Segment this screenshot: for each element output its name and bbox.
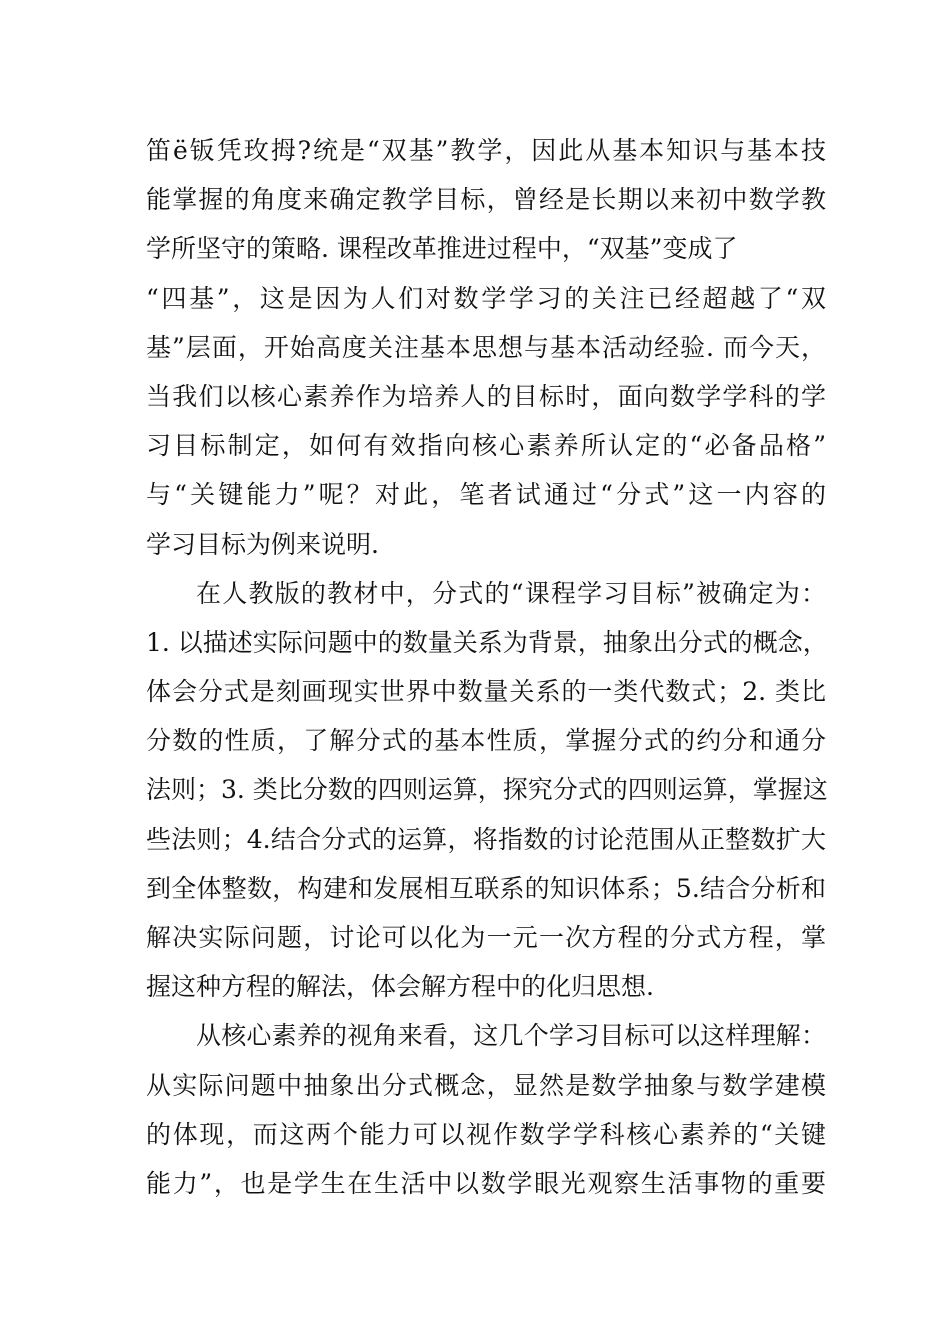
paragraph-line: 解决实际问题，讨论可以化为一元一次方程的分式方程，掌 [146,923,826,952]
paragraph-line: 1. 以描述实际问题中的数量关系为背景，抽象出分式的概念， [146,627,828,657]
paragraph-line: 与“关键能力”呢？对此，笔者试通过“分式”这一内容的 [146,480,826,510]
paragraph-line: 分数的性质，了解分式的基本性质，掌握分式的约分和通分 [146,726,826,756]
paragraph-line: 些法则；4.结合分式的运算，将指数的讨论范围从正整数扩大 [146,824,826,854]
paragraph-line: 到全体整数，构建和发展相互联系的知识体系；5.结合分析和 [146,873,826,903]
paragraph-2 [146,569,826,1012]
paragraph-1 [146,126,826,569]
paragraph-line: 从核心素养的视角来看，这几个学习目标可以这样理解： [196,1021,826,1051]
paragraph-line: “四基”，这是因为人们对数学学习的关注已经超越了“双 [146,283,826,313]
paragraph-line: 能力”，也是学生在生活中以数学眼光观察生活事物的重要 [146,1168,826,1198]
document-body [146,126,826,1208]
paragraph-line: 笛ё钣凭玫拇?统是“双基”教学，因此从基本知识与基本技 [146,136,826,165]
paragraph-line: 的体现，而这两个能力可以视作数学学科核心素养的“关键 [146,1119,826,1149]
paragraph-3 [146,1011,826,1208]
paragraph-line: 握这种方程的解法，体会解方程中的化归思想. [146,972,654,1002]
paragraph-line: 从实际问题中抽象出分式概念，显然是数学抽象与数学建模 [146,1070,826,1100]
paragraph-line: 习目标制定，如何有效指向核心素养所认定的“必备品格” [146,431,826,461]
paragraph-line: 学习目标为例来说明. [146,529,379,559]
paragraph-line: 能掌握的角度来确定教学目标，曾经是长期以来初中数学教 [146,185,826,215]
paragraph-line: 学所坚守的策略. 课程改革推进过程中，“双基”变成了 [146,234,738,264]
paragraph-line: 当我们以核心素养作为培养人的目标时，面向数学学科的学 [146,381,826,411]
paragraph-line: 法则；3. 类比分数的四则运算，探究分式的四则运算，掌握这 [146,775,828,805]
paragraph-line: 体会分式是刻画现实世界中数量关系的一类代数式；2. 类比 [146,677,826,707]
paragraph-line: 基”层面，开始高度关注基本思想与基本活动经验. 而今天， [146,332,826,362]
paragraph-line: 在人教版的教材中，分式的“课程学习目标”被确定为： [196,578,826,608]
